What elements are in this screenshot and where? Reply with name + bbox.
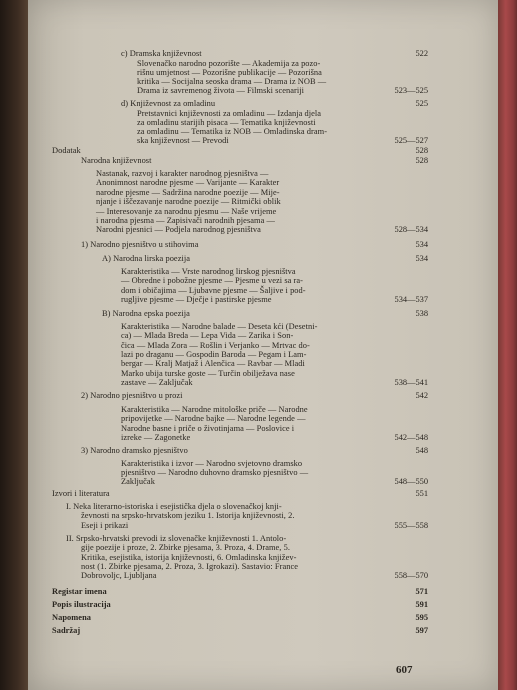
toc-entry-title: zastave — Zaključak — [121, 378, 193, 387]
toc-entry-title: ska književnost — Prevodi — [137, 136, 229, 145]
toc-entry-page: 525—527 — [394, 136, 428, 145]
toc-entry-title: Karakteristika — Vrste narodnog lirskog pjesništva — [121, 267, 296, 276]
toc-entry-title: Dobrovoljc, Ljubljana — [81, 571, 157, 580]
book-page — [28, 0, 498, 690]
toc-entry-title: čica — Mlada Zora — Rošlin i Verjanko — Mrtvac do- — [121, 341, 310, 350]
toc-entry-title: rugljive pjesme — Dječje i pastirske pjesme — [121, 295, 272, 304]
toc-entry-title: Slovenačko narodno pozorište — Akademija za pozo- — [137, 59, 321, 68]
toc-entry-title: Sadržaj — [52, 626, 81, 635]
toc-entry-title: Napomena — [52, 613, 92, 622]
toc-entry-title: ca) — Mlada Breda — Lepa Vida — Zarika i Son- — [121, 331, 294, 340]
toc-entry-title: za omladinu — Tematika iz NOB — Omladinska dram- — [137, 127, 328, 136]
toc-entry-page: 538—541 — [394, 378, 428, 387]
toc-entry-title: kritika — Socijalna seoska drama — Drama iz NOB — — [137, 77, 327, 86]
book-spine-shadow — [0, 0, 30, 690]
toc-entry-page: 597 — [415, 626, 428, 635]
toc-entry-title: pjesništvo — Narodno duhovno dramsko pjesništvo — — [121, 468, 309, 477]
toc-entry-page: 558—570 — [394, 571, 428, 580]
toc-entry-title: njanje i iščezavanje narodne poezije — Ritmički oblik — [96, 197, 281, 206]
toc-entry-title: dom i običajima — Ljubavne pjesme — Šaljive i pod- — [121, 286, 306, 295]
toc-entry-page: 534 — [415, 254, 428, 263]
toc-entry-title: Karakteristika — Narodne balade — Deseta kći (Desetni- — [121, 322, 318, 331]
toc-entry-page: 551 — [415, 489, 428, 498]
toc-entry-page: 571 — [415, 587, 428, 596]
toc-entry-title: Karakteristika i izvor — Narodno svjetovno dramsko — [121, 459, 303, 468]
page-number: 607 — [396, 664, 413, 676]
toc-entry-title: Narodna književnost — [81, 156, 152, 165]
toc-entry-title: i narodna pjesma — Zapisivači narodnih pjesama — — [96, 216, 275, 225]
book-cover-edge — [498, 0, 517, 690]
toc-entry-title: rišnu umjetnost — Pozorišne publikacije — Pozorišna — [137, 68, 322, 77]
toc-entry-page: 528 — [415, 156, 428, 165]
toc-entry-page: 522 — [415, 49, 428, 58]
toc-entry-page: 591 — [415, 600, 428, 609]
toc-entry-title: lazi po draganu — Gospodin Baroda — Pegam i Lam- — [121, 350, 307, 359]
toc-entry-page: 525 — [415, 99, 428, 108]
toc-entry-page: 555—558 — [394, 521, 428, 530]
toc-entry-title: II. Srpsko-hrvatski prevodi iz slovenačke književnosti 1. Antolo- — [66, 534, 287, 543]
toc-entry-title: Pretstavnici književnosti za omladinu — Izdanja djela — [137, 109, 322, 118]
toc-entry-page: 548 — [415, 446, 428, 455]
toc-entry-title: Dodatak — [52, 146, 81, 155]
toc-entry-page: 528 — [415, 146, 428, 155]
toc-entry-title: izreke — Zagonetke — [121, 433, 191, 442]
toc-entry-title: bergar — Kralj Matjaž i Alenčica — Ravbar — Mladi — [121, 359, 305, 368]
toc-entry-title: Anonimnost narodne pjesme — Varijante — Karakter — [96, 178, 280, 187]
toc-entry-title: Eseji i prikazi — [81, 521, 129, 530]
toc-entry-page: 548—550 — [394, 477, 428, 486]
toc-entry-title: Nastanak, razvoj i karakter narodnog pjesništva — — [96, 169, 269, 178]
toc-entry-title: narodne pjesme — Sadržina narodne poezije — Mije- — [96, 188, 280, 197]
toc-entry-title: Zaključak — [121, 477, 155, 486]
toc-entry-page: 523—525 — [394, 86, 428, 95]
toc-entry-title: — Interesovanje za narodnu pjesmu — Naše vrijeme — [96, 207, 277, 216]
toc-entry-title: gije poezije i proze, 2. Zbirke pjesama, 3. Proza, 4. Drame, 5. — [81, 543, 290, 552]
toc-entry-title: B) Narodna epska poezija — [102, 309, 190, 318]
toc-entry-title: I. Neka literarno-istoriska i esejistička djela o slovenačkoj knji- — [66, 502, 282, 511]
toc-entry-title: Izvori i literatura — [52, 489, 110, 498]
toc-entry-title: nost (1. Zbirke pjesama, 2. Proza, 3. Igrokazi). Sastavio: France — [81, 562, 298, 571]
toc-entry-title: Karakteristika — Narodne mitološke priče — Narodne — [121, 405, 308, 414]
toc-entry-page: 538 — [415, 309, 428, 318]
toc-entry-title: Narodne basne i priče o životinjama — Poslovice i — [121, 424, 295, 433]
toc-entry-page: 542 — [415, 391, 428, 400]
toc-entry-title: A) Narodna lirska poezija — [102, 254, 190, 263]
toc-entry-title: 2) Narodno pjesništvo u prozi — [81, 391, 183, 400]
toc-entry-title: Marko ubija turske goste — Turčin obilježava nase — [121, 369, 295, 378]
toc-entry-page: 542—548 — [394, 433, 428, 442]
toc-entry-title: ževnosti na srpsko-hrvatskom jeziku 1. Istorija književnosti, 2. — [81, 511, 295, 520]
toc-entry-page: 595 — [415, 613, 428, 622]
toc-entry-page: 534—537 — [394, 295, 428, 304]
toc-entry-title: Kritika, esejistika, istorija književnosti, 6. Omladinska književ- — [81, 553, 297, 562]
toc-entry-title: 1) Narodno pjesništvo u stihovima — [81, 240, 199, 249]
toc-entry-title: — Obredne i pobožne pjesme — Pjesme u vezi sa ra- — [121, 276, 303, 285]
toc-entry-title: d) Književnost za omladinu — [121, 99, 216, 108]
toc-entry-title: za omladinu starijih pisaca — Tematika književnosti — [137, 118, 316, 127]
toc-entry-title: pripovijetke — Narodne bajke — Narodne legende — — [121, 414, 306, 423]
toc-entry-title: 3) Narodno dramsko pjesništvo — [81, 446, 188, 455]
toc-entry-title: Registar imena — [52, 587, 107, 596]
toc-entry-title: Narodni pjesnici — Podjela narodnog pjesništva — [96, 225, 261, 234]
toc-entry-page: 528—534 — [394, 225, 428, 234]
toc-entry-page: 534 — [415, 240, 428, 249]
toc-entry-title: Popis ilustracija — [52, 600, 111, 609]
toc-entry-title: c) Dramska književnost — [121, 49, 202, 58]
table-of-contents — [28, 0, 498, 690]
toc-entry-title: Drama iz savremenog života — Filmski scenariji — [137, 86, 304, 95]
